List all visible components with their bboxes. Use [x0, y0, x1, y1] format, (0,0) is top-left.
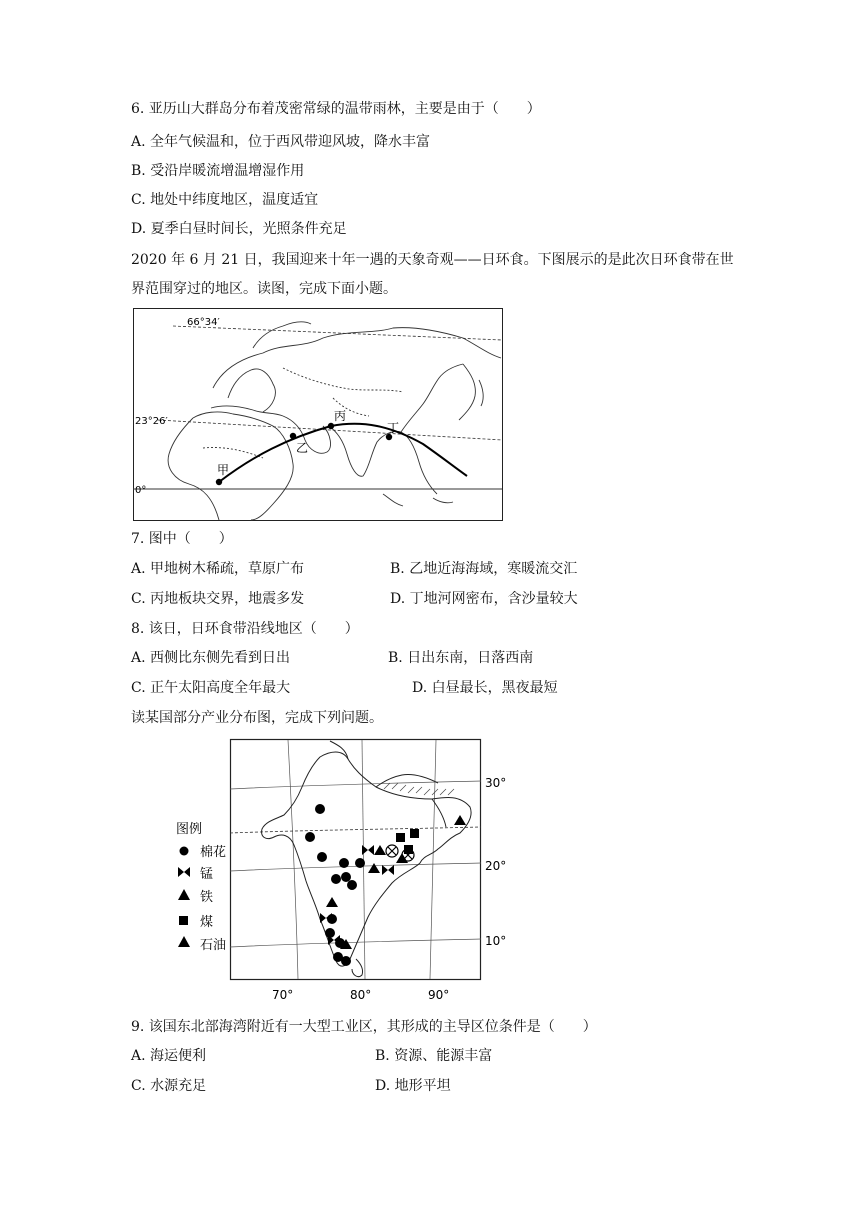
q8-option-a: A. 西侧比东侧先看到日出 — [131, 650, 291, 666]
q7-option-c: C. 丙地板块交界，地震多发 — [131, 591, 305, 607]
legend-manganese-icon — [178, 867, 190, 877]
legend-iron-icon — [178, 889, 190, 900]
legend-oil-label: 石油 — [200, 938, 227, 953]
q9-option-b: B. 资源、能源丰富 — [375, 1048, 493, 1064]
q8-option-c: C. 正午太阳高度全年最大 — [131, 680, 291, 696]
q7-stem: 7. 图中（ ） — [131, 531, 233, 547]
legend-coal-icon — [179, 916, 188, 925]
q7-option-b: B. 乙地近海海域，寒暖流交汇 — [390, 561, 578, 577]
tropic-label: 23°26′ — [135, 416, 168, 427]
legend-cotton-label: 棉花 — [200, 845, 227, 860]
legend — [178, 844, 226, 953]
lat-label-10: 10° — [485, 934, 507, 948]
q8-option-b: B. 日出东南，日落西南 — [388, 650, 534, 666]
legend-cotton-icon — [180, 847, 189, 856]
lon-label-90: 90° — [428, 988, 450, 1002]
point-yi-label: 乙 — [296, 441, 309, 455]
industry-map — [170, 737, 515, 1007]
legend-iron-label: 铁 — [200, 890, 214, 905]
point-ding-label: 丁 — [387, 421, 400, 435]
q7-option-a: A. 甲地树木稀疏，草原广布 — [131, 561, 305, 577]
q9-option-d: D. 地形平坦 — [375, 1078, 451, 1094]
point-jia-label: 甲 — [217, 463, 230, 477]
intro2-text: 读某国部分产业分布图，完成下列问题。 — [131, 710, 383, 726]
legend-coal-label: 煤 — [200, 915, 214, 930]
legend-oil-icon — [178, 936, 190, 947]
q6-option-d: D. 夏季白昼时间长，光照条件充足 — [131, 221, 347, 237]
point-bing-dot — [328, 423, 334, 429]
q9-stem: 9. 该国东北部海湾附近有一大型工业区，其形成的主导区位条件是（ ） — [131, 1019, 597, 1035]
q6-stem: 6. 亚历山大群岛分布着茂密常绿的温带雨林，主要是由于（ ） — [131, 101, 541, 117]
eclipse-map — [133, 308, 503, 521]
q8-option-d: D. 白昼最长，黑夜最短 — [412, 680, 558, 696]
lat-label-30: 30° — [485, 776, 507, 790]
equator-label: 0° — [135, 485, 147, 496]
q9-option-c: C. 水源充足 — [131, 1078, 207, 1094]
lon-label-70: 70° — [272, 988, 294, 1002]
point-jia-dot — [216, 479, 222, 485]
q7-option-d: D. 丁地河网密布，含沙量较大 — [390, 591, 578, 607]
q9-option-a: A. 海运便利 — [131, 1048, 207, 1064]
point-yi-dot — [290, 433, 296, 439]
q8-stem: 8. 该日，日环食带沿线地区（ ） — [131, 621, 359, 637]
intro1-line1: 2020 年 6 月 21 日，我国迎来十年一遇的天象奇观——日环食。下图展示的是此次日环食带在世 — [131, 252, 734, 268]
point-bing-label: 丙 — [334, 409, 347, 423]
legend-title: 图例 — [176, 822, 203, 837]
lon-label-80: 80° — [350, 988, 372, 1002]
q6-option-a: A. 全年气候温和，位于西风带迎风坡，降水丰富 — [131, 134, 431, 150]
arctic-label: 66°34′ — [187, 317, 220, 328]
lat-label-20: 20° — [485, 859, 507, 873]
q6-option-c: C. 地处中纬度地区，温度适宜 — [131, 192, 319, 208]
intro1-line2: 界范围穿过的地区。读图，完成下面小题。 — [131, 281, 397, 297]
q6-option-b: B. 受沿岸暖流增温增湿作用 — [131, 163, 305, 179]
legend-manganese-label: 锰 — [200, 867, 214, 882]
